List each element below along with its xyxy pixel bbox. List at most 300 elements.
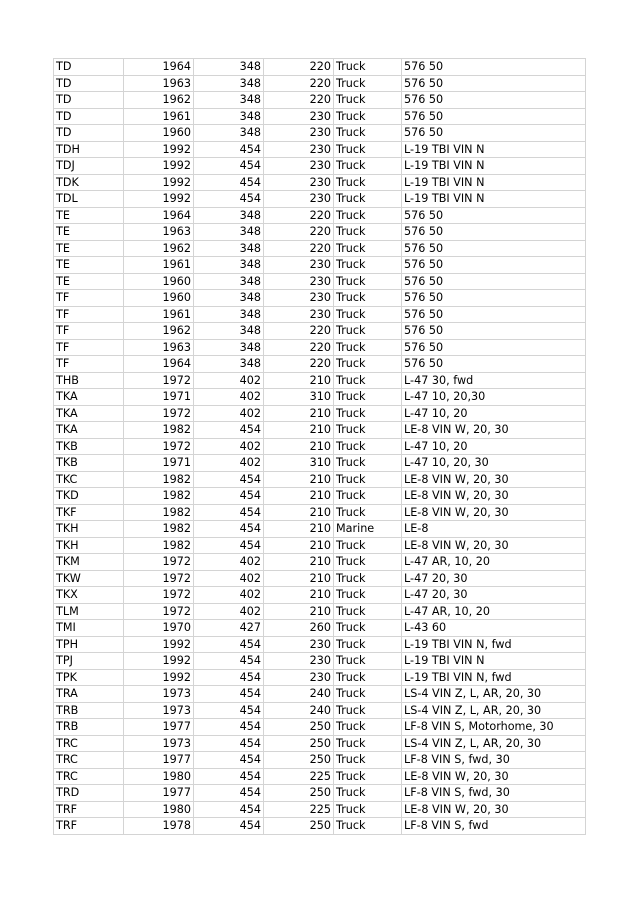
year-cell[interactable]: 1961 (124, 257, 194, 274)
table-row (54, 323, 586, 340)
engine-code-cell[interactable]: TKM (54, 554, 124, 571)
year-cell[interactable]: 1982 (124, 422, 194, 439)
table-row (54, 570, 586, 587)
vehicle-type-cell[interactable]: Truck (334, 339, 402, 356)
horsepower-cell[interactable]: 230 (264, 257, 334, 274)
year-cell[interactable]: 1982 (124, 471, 194, 488)
table-row (54, 686, 586, 703)
table-row (54, 438, 586, 455)
table-row (54, 521, 586, 538)
displacement-cell[interactable]: 454 (194, 653, 264, 670)
horsepower-cell[interactable]: 220 (264, 207, 334, 224)
displacement-cell[interactable]: 402 (194, 603, 264, 620)
horsepower-cell[interactable]: 225 (264, 768, 334, 785)
notes-cell[interactable]: 576 50 (402, 273, 586, 290)
displacement-cell[interactable]: 454 (194, 669, 264, 686)
table-row (54, 554, 586, 571)
displacement-cell[interactable]: 454 (194, 504, 264, 521)
notes-cell[interactable]: 576 50 (402, 290, 586, 307)
engine-code-cell[interactable]: TKB (54, 455, 124, 472)
notes-cell[interactable]: 576 50 (402, 108, 586, 125)
notes-cell[interactable]: L-19 TBI VIN N (402, 141, 586, 158)
displacement-cell[interactable]: 348 (194, 240, 264, 257)
horsepower-cell[interactable]: 210 (264, 537, 334, 554)
notes-cell[interactable]: 576 50 (402, 356, 586, 373)
vehicle-type-cell[interactable]: Truck (334, 405, 402, 422)
displacement-cell[interactable]: 402 (194, 405, 264, 422)
displacement-cell[interactable]: 348 (194, 125, 264, 142)
horsepower-cell[interactable]: 210 (264, 405, 334, 422)
engine-code-cell[interactable]: TKF (54, 504, 124, 521)
notes-cell[interactable]: LS-4 VIN Z, L, AR, 20, 30 (402, 735, 586, 752)
engine-code-cell[interactable]: TD (54, 125, 124, 142)
vehicle-type-cell[interactable]: Truck (334, 372, 402, 389)
vehicle-type-cell[interactable]: Truck (334, 240, 402, 257)
engine-code-cell[interactable]: TRB (54, 719, 124, 736)
year-cell[interactable]: 1980 (124, 801, 194, 818)
notes-cell[interactable]: L-47 20, 30 (402, 587, 586, 604)
notes-cell[interactable]: 576 50 (402, 207, 586, 224)
engine-code-cell[interactable]: TRC (54, 735, 124, 752)
horsepower-cell[interactable]: 260 (264, 620, 334, 637)
table-row (54, 356, 586, 373)
year-cell[interactable]: 1973 (124, 686, 194, 703)
engine-code-cell[interactable]: TPH (54, 636, 124, 653)
year-cell[interactable]: 1992 (124, 653, 194, 670)
engine-code-cell[interactable]: TD (54, 75, 124, 92)
notes-cell[interactable]: 576 50 (402, 240, 586, 257)
vehicle-type-cell[interactable]: Truck (334, 636, 402, 653)
year-cell[interactable]: 1963 (124, 75, 194, 92)
vehicle-type-cell[interactable]: Truck (334, 257, 402, 274)
horsepower-cell[interactable]: 220 (264, 339, 334, 356)
vehicle-type-cell[interactable]: Truck (334, 488, 402, 505)
vehicle-type-cell[interactable]: Truck (334, 290, 402, 307)
engine-code-cell[interactable]: TLM (54, 603, 124, 620)
horsepower-cell[interactable]: 230 (264, 158, 334, 175)
year-cell[interactable]: 1961 (124, 108, 194, 125)
horsepower-cell[interactable]: 230 (264, 125, 334, 142)
displacement-cell[interactable]: 348 (194, 273, 264, 290)
vehicle-type-cell[interactable]: Truck (334, 92, 402, 109)
year-cell[interactable]: 1972 (124, 438, 194, 455)
notes-cell[interactable]: L-47 10, 20 (402, 438, 586, 455)
vehicle-type-cell[interactable]: Truck (334, 752, 402, 769)
displacement-cell[interactable]: 454 (194, 702, 264, 719)
notes-cell[interactable]: L-19 TBI VIN N (402, 174, 586, 191)
engine-code-cell[interactable]: TF (54, 339, 124, 356)
table-row (54, 752, 586, 769)
horsepower-cell[interactable]: 250 (264, 785, 334, 802)
horsepower-cell[interactable]: 240 (264, 702, 334, 719)
year-cell[interactable]: 1971 (124, 389, 194, 406)
horsepower-cell[interactable]: 230 (264, 653, 334, 670)
engine-code-cell[interactable]: TDH (54, 141, 124, 158)
vehicle-type-cell[interactable]: Truck (334, 735, 402, 752)
year-cell[interactable]: 1982 (124, 504, 194, 521)
year-cell[interactable]: 1962 (124, 240, 194, 257)
vehicle-type-cell[interactable]: Truck (334, 554, 402, 571)
vehicle-type-cell[interactable]: Truck (334, 75, 402, 92)
notes-cell[interactable]: LF-8 VIN S, Motorhome, 30 (402, 719, 586, 736)
notes-cell[interactable]: L-47 30, fwd (402, 372, 586, 389)
engine-code-cell[interactable]: TRB (54, 702, 124, 719)
engine-code-cell[interactable]: TKC (54, 471, 124, 488)
engine-code-cell[interactable]: TD (54, 92, 124, 109)
displacement-cell[interactable]: 454 (194, 719, 264, 736)
vehicle-type-cell[interactable]: Truck (334, 653, 402, 670)
year-cell[interactable]: 1960 (124, 290, 194, 307)
horsepower-cell[interactable]: 225 (264, 801, 334, 818)
engine-code-cell[interactable]: TKH (54, 521, 124, 538)
year-cell[interactable]: 1982 (124, 521, 194, 538)
displacement-cell[interactable]: 454 (194, 471, 264, 488)
displacement-cell[interactable]: 348 (194, 108, 264, 125)
horsepower-cell[interactable]: 230 (264, 191, 334, 208)
engine-code-cell[interactable]: TPK (54, 669, 124, 686)
horsepower-cell[interactable]: 230 (264, 306, 334, 323)
engine-code-cell[interactable]: TMI (54, 620, 124, 637)
notes-cell[interactable]: L-47 10, 20 (402, 405, 586, 422)
year-cell[interactable]: 1977 (124, 752, 194, 769)
engine-code-cell[interactable]: TF (54, 306, 124, 323)
notes-cell[interactable]: 576 50 (402, 224, 586, 241)
notes-cell[interactable]: 576 50 (402, 125, 586, 142)
notes-cell[interactable]: 576 50 (402, 75, 586, 92)
vehicle-type-cell[interactable]: Truck (334, 108, 402, 125)
horsepower-cell[interactable]: 250 (264, 735, 334, 752)
horsepower-cell[interactable]: 210 (264, 554, 334, 571)
engine-code-cell[interactable]: TKA (54, 389, 124, 406)
vehicle-type-cell[interactable]: Truck (334, 59, 402, 76)
notes-cell[interactable]: L-47 20, 30 (402, 570, 586, 587)
displacement-cell[interactable]: 454 (194, 752, 264, 769)
engine-code-cell[interactable]: TE (54, 207, 124, 224)
vehicle-type-cell[interactable]: Truck (334, 504, 402, 521)
displacement-cell[interactable]: 348 (194, 323, 264, 340)
displacement-cell[interactable]: 454 (194, 422, 264, 439)
engine-code-cell[interactable]: TRC (54, 752, 124, 769)
engine-code-cell[interactable]: TKB (54, 438, 124, 455)
notes-cell[interactable]: 576 50 (402, 339, 586, 356)
displacement-cell[interactable]: 454 (194, 785, 264, 802)
notes-cell[interactable]: LE-8 VIN W, 20, 30 (402, 537, 586, 554)
engine-code-cell[interactable]: THB (54, 372, 124, 389)
horsepower-cell[interactable]: 210 (264, 521, 334, 538)
horsepower-cell[interactable]: 210 (264, 372, 334, 389)
vehicle-type-cell[interactable]: Truck (334, 719, 402, 736)
vehicle-type-cell[interactable]: Truck (334, 603, 402, 620)
engine-code-cell[interactable]: TDL (54, 191, 124, 208)
displacement-cell[interactable]: 402 (194, 570, 264, 587)
displacement-cell[interactable]: 402 (194, 438, 264, 455)
year-cell[interactable]: 1992 (124, 158, 194, 175)
engine-code-cell[interactable]: TD (54, 108, 124, 125)
horsepower-cell[interactable]: 230 (264, 669, 334, 686)
engine-code-cell[interactable]: TRC (54, 768, 124, 785)
displacement-cell[interactable]: 454 (194, 488, 264, 505)
engine-code-cell[interactable]: TKH (54, 537, 124, 554)
horsepower-cell[interactable]: 220 (264, 240, 334, 257)
horsepower-cell[interactable]: 220 (264, 59, 334, 76)
horsepower-cell[interactable]: 220 (264, 92, 334, 109)
displacement-cell[interactable]: 348 (194, 59, 264, 76)
horsepower-cell[interactable]: 250 (264, 818, 334, 835)
year-cell[interactable]: 1971 (124, 455, 194, 472)
engine-code-cell[interactable]: TKW (54, 570, 124, 587)
vehicle-type-cell[interactable]: Truck (334, 570, 402, 587)
year-cell[interactable]: 1962 (124, 323, 194, 340)
vehicle-type-cell[interactable]: Truck (334, 323, 402, 340)
year-cell[interactable]: 1972 (124, 570, 194, 587)
vehicle-type-cell[interactable]: Truck (334, 174, 402, 191)
notes-cell[interactable]: L-19 TBI VIN N (402, 158, 586, 175)
notes-cell[interactable]: LF-8 VIN S, fwd, 30 (402, 785, 586, 802)
year-cell[interactable]: 1964 (124, 207, 194, 224)
year-cell[interactable]: 1992 (124, 669, 194, 686)
vehicle-type-cell[interactable]: Truck (334, 224, 402, 241)
notes-cell[interactable]: LF-8 VIN S, fwd, 30 (402, 752, 586, 769)
vehicle-type-cell[interactable]: Truck (334, 587, 402, 604)
vehicle-type-cell[interactable]: Truck (334, 125, 402, 142)
vehicle-type-cell[interactable]: Truck (334, 356, 402, 373)
engine-code-cell[interactable]: TRF (54, 818, 124, 835)
notes-cell[interactable]: L-43 60 (402, 620, 586, 637)
horsepower-cell[interactable]: 230 (264, 174, 334, 191)
notes-cell[interactable]: 576 50 (402, 257, 586, 274)
table-row (54, 818, 586, 835)
notes-cell[interactable]: LF-8 VIN S, fwd (402, 818, 586, 835)
year-cell[interactable]: 1992 (124, 191, 194, 208)
year-cell[interactable]: 1972 (124, 405, 194, 422)
year-cell[interactable]: 1977 (124, 719, 194, 736)
table-row (54, 735, 586, 752)
vehicle-type-cell[interactable]: Truck (334, 207, 402, 224)
notes-cell[interactable]: LE-8 VIN W, 20, 30 (402, 422, 586, 439)
displacement-cell[interactable]: 402 (194, 554, 264, 571)
displacement-cell[interactable]: 348 (194, 290, 264, 307)
table-row (54, 290, 586, 307)
vehicle-type-cell[interactable]: Truck (334, 191, 402, 208)
notes-cell[interactable]: L-19 TBI VIN N, fwd (402, 669, 586, 686)
vehicle-type-cell[interactable]: Truck (334, 818, 402, 835)
displacement-cell[interactable]: 402 (194, 372, 264, 389)
year-cell[interactable]: 1972 (124, 372, 194, 389)
table-row (54, 174, 586, 191)
vehicle-type-cell[interactable]: Truck (334, 455, 402, 472)
displacement-cell[interactable]: 348 (194, 257, 264, 274)
notes-cell[interactable]: 576 50 (402, 59, 586, 76)
year-cell[interactable]: 1973 (124, 735, 194, 752)
year-cell[interactable]: 1963 (124, 339, 194, 356)
table-row (54, 785, 586, 802)
displacement-cell[interactable]: 454 (194, 801, 264, 818)
engine-code-cell[interactable]: TKA (54, 405, 124, 422)
horsepower-cell[interactable]: 230 (264, 273, 334, 290)
engine-code-cell[interactable]: TPJ (54, 653, 124, 670)
vehicle-type-cell[interactable]: Truck (334, 273, 402, 290)
notes-cell[interactable]: L-47 AR, 10, 20 (402, 554, 586, 571)
horsepower-cell[interactable]: 210 (264, 438, 334, 455)
horsepower-cell[interactable]: 210 (264, 504, 334, 521)
year-cell[interactable]: 1964 (124, 59, 194, 76)
vehicle-type-cell[interactable]: Truck (334, 158, 402, 175)
displacement-cell[interactable]: 402 (194, 389, 264, 406)
horsepower-cell[interactable]: 220 (264, 75, 334, 92)
horsepower-cell[interactable]: 210 (264, 422, 334, 439)
table-row (54, 422, 586, 439)
horsepower-cell[interactable]: 250 (264, 719, 334, 736)
notes-cell[interactable]: LE-8 VIN W, 20, 30 (402, 801, 586, 818)
vehicle-type-cell[interactable]: Truck (334, 785, 402, 802)
year-cell[interactable]: 1977 (124, 785, 194, 802)
horsepower-cell[interactable]: 220 (264, 356, 334, 373)
table-row (54, 59, 586, 76)
horsepower-cell[interactable]: 210 (264, 603, 334, 620)
horsepower-cell[interactable]: 310 (264, 389, 334, 406)
vehicle-type-cell[interactable]: Truck (334, 389, 402, 406)
horsepower-cell[interactable]: 230 (264, 290, 334, 307)
notes-cell[interactable]: 576 50 (402, 92, 586, 109)
displacement-cell[interactable]: 348 (194, 224, 264, 241)
year-cell[interactable]: 1978 (124, 818, 194, 835)
notes-cell[interactable]: 576 50 (402, 306, 586, 323)
vehicle-type-cell[interactable]: Truck (334, 141, 402, 158)
engine-code-cell[interactable]: TE (54, 273, 124, 290)
vehicle-type-cell[interactable]: Truck (334, 422, 402, 439)
year-cell[interactable]: 1972 (124, 603, 194, 620)
displacement-cell[interactable]: 348 (194, 306, 264, 323)
notes-cell[interactable]: L-19 TBI VIN N (402, 191, 586, 208)
horsepower-cell[interactable]: 220 (264, 224, 334, 241)
displacement-cell[interactable]: 348 (194, 92, 264, 109)
year-cell[interactable]: 1961 (124, 306, 194, 323)
notes-cell[interactable]: L-19 TBI VIN N, fwd (402, 636, 586, 653)
year-cell[interactable]: 1963 (124, 224, 194, 241)
displacement-cell[interactable]: 454 (194, 191, 264, 208)
displacement-cell[interactable]: 454 (194, 141, 264, 158)
notes-cell[interactable]: LS-4 VIN Z, L, AR, 20, 30 (402, 702, 586, 719)
engine-code-cell[interactable]: TRA (54, 686, 124, 703)
notes-cell[interactable]: L-19 TBI VIN N (402, 653, 586, 670)
horsepower-cell[interactable]: 240 (264, 686, 334, 703)
engine-code-cell[interactable]: TF (54, 290, 124, 307)
displacement-cell[interactable]: 454 (194, 537, 264, 554)
notes-cell[interactable]: L-47 10, 20,30 (402, 389, 586, 406)
engine-code-cell[interactable]: TRF (54, 801, 124, 818)
vehicle-type-cell[interactable]: Truck (334, 537, 402, 554)
horsepower-cell[interactable]: 250 (264, 752, 334, 769)
engine-code-cell[interactable]: TF (54, 356, 124, 373)
displacement-cell[interactable]: 454 (194, 174, 264, 191)
notes-cell[interactable]: LS-4 VIN Z, L, AR, 20, 30 (402, 686, 586, 703)
vehicle-type-cell[interactable]: Truck (334, 471, 402, 488)
year-cell[interactable]: 1960 (124, 273, 194, 290)
vehicle-type-cell[interactable]: Truck (334, 669, 402, 686)
engine-code-cell[interactable]: TE (54, 224, 124, 241)
displacement-cell[interactable]: 454 (194, 158, 264, 175)
displacement-cell[interactable]: 348 (194, 207, 264, 224)
engine-code-cell[interactable]: TKD (54, 488, 124, 505)
table-row (54, 207, 586, 224)
horsepower-cell[interactable]: 230 (264, 636, 334, 653)
engine-code-cell[interactable]: TD (54, 59, 124, 76)
displacement-cell[interactable]: 402 (194, 455, 264, 472)
displacement-cell[interactable]: 454 (194, 686, 264, 703)
year-cell[interactable]: 1960 (124, 125, 194, 142)
displacement-cell[interactable]: 454 (194, 636, 264, 653)
notes-cell[interactable]: LE-8 VIN W, 20, 30 (402, 488, 586, 505)
vehicle-type-cell[interactable]: Truck (334, 620, 402, 637)
displacement-cell[interactable]: 427 (194, 620, 264, 637)
displacement-cell[interactable]: 348 (194, 356, 264, 373)
horsepower-cell[interactable]: 230 (264, 108, 334, 125)
year-cell[interactable]: 1964 (124, 356, 194, 373)
engine-code-cell[interactable]: TKX (54, 587, 124, 604)
vehicle-type-cell[interactable]: Truck (334, 801, 402, 818)
horsepower-cell[interactable]: 210 (264, 587, 334, 604)
year-cell[interactable]: 1982 (124, 537, 194, 554)
table-row (54, 504, 586, 521)
notes-cell[interactable]: L-47 AR, 10, 20 (402, 603, 586, 620)
horsepower-cell[interactable]: 210 (264, 570, 334, 587)
year-cell[interactable]: 1980 (124, 768, 194, 785)
notes-cell[interactable]: LE-8 (402, 521, 586, 538)
engine-code-cell[interactable]: TF (54, 323, 124, 340)
year-cell[interactable]: 1992 (124, 636, 194, 653)
engine-code-cell[interactable]: TDJ (54, 158, 124, 175)
engine-code-cell[interactable]: TE (54, 240, 124, 257)
engine-code-cell[interactable]: TDK (54, 174, 124, 191)
year-cell[interactable]: 1962 (124, 92, 194, 109)
vehicle-type-cell[interactable]: Truck (334, 306, 402, 323)
horsepower-cell[interactable]: 210 (264, 471, 334, 488)
engine-code-cell[interactable]: TRD (54, 785, 124, 802)
displacement-cell[interactable]: 348 (194, 75, 264, 92)
vehicle-type-cell[interactable]: Marine (334, 521, 402, 538)
engine-code-cell[interactable]: TE (54, 257, 124, 274)
vehicle-type-cell[interactable]: Truck (334, 702, 402, 719)
year-cell[interactable]: 1973 (124, 702, 194, 719)
year-cell[interactable]: 1972 (124, 587, 194, 604)
horsepower-cell[interactable]: 230 (264, 141, 334, 158)
notes-cell[interactable]: LE-8 VIN W, 20, 30 (402, 504, 586, 521)
vehicle-type-cell[interactable]: Truck (334, 686, 402, 703)
horsepower-cell[interactable]: 310 (264, 455, 334, 472)
year-cell[interactable]: 1992 (124, 141, 194, 158)
table-row (54, 273, 586, 290)
vehicle-type-cell[interactable]: Truck (334, 768, 402, 785)
horsepower-cell[interactable]: 210 (264, 488, 334, 505)
displacement-cell[interactable]: 454 (194, 768, 264, 785)
displacement-cell[interactable]: 348 (194, 339, 264, 356)
year-cell[interactable]: 1992 (124, 174, 194, 191)
displacement-cell[interactable]: 402 (194, 587, 264, 604)
displacement-cell[interactable]: 454 (194, 735, 264, 752)
notes-cell[interactable]: 576 50 (402, 323, 586, 340)
engine-code-cell[interactable]: TKA (54, 422, 124, 439)
displacement-cell[interactable]: 454 (194, 818, 264, 835)
horsepower-cell[interactable]: 220 (264, 323, 334, 340)
notes-cell[interactable]: LE-8 VIN W, 20, 30 (402, 471, 586, 488)
displacement-cell[interactable]: 454 (194, 521, 264, 538)
year-cell[interactable]: 1972 (124, 554, 194, 571)
year-cell[interactable]: 1970 (124, 620, 194, 637)
notes-cell[interactable]: LE-8 VIN W, 20, 30 (402, 768, 586, 785)
notes-cell[interactable]: L-47 10, 20, 30 (402, 455, 586, 472)
year-cell[interactable]: 1982 (124, 488, 194, 505)
vehicle-type-cell[interactable]: Truck (334, 438, 402, 455)
